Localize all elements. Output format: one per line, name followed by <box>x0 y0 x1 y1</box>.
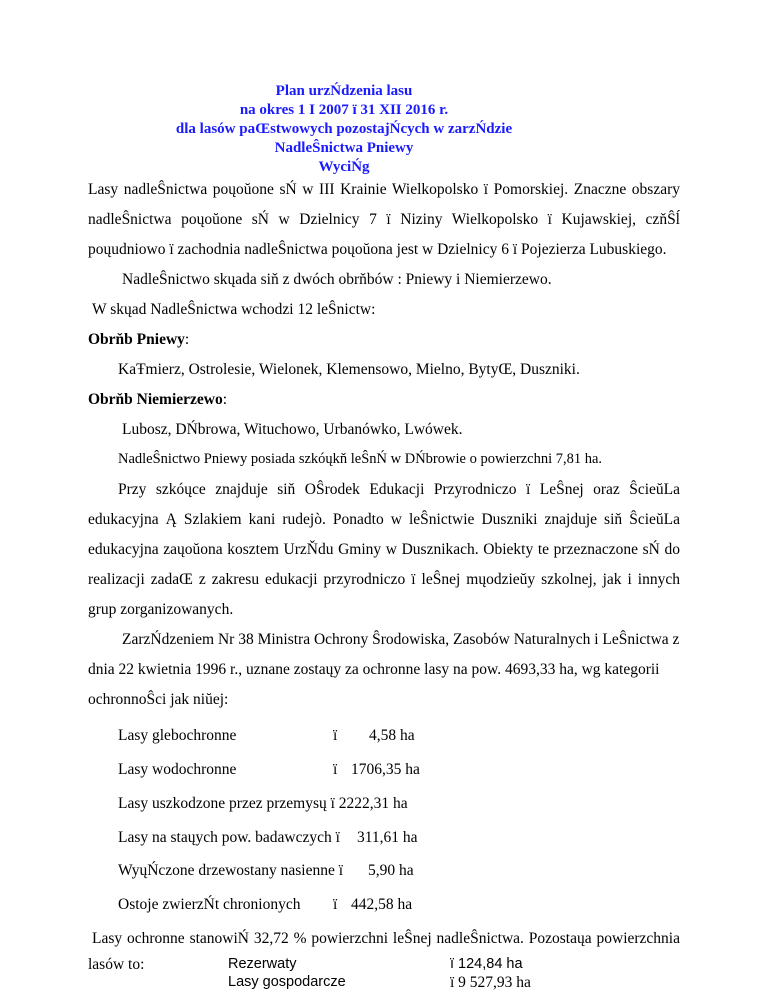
category-row <box>118 896 301 914</box>
category-row <box>118 761 236 779</box>
category-value: 5,90 ha <box>368 862 414 879</box>
closing-line-2: lasów to: <box>88 956 145 973</box>
category-dash: ï <box>333 761 338 778</box>
obreb-pniewy-label: Obrňb Pniewy <box>88 331 185 348</box>
para2-line-5: realizacji zadaŒ z zakresu edukacji przyrodniczo ï leŜnej mųodzieŭy szkolnej, jak i innych <box>88 571 680 588</box>
category-name: Lasy na staųych pow. badawczych ï <box>118 829 340 846</box>
intro-line-4: NadleŜnictwo skųada siň z dwóch obrňbów : Pniewy i Niemierzewo. <box>122 271 552 288</box>
obreb-niemierzewo-colon: : <box>222 391 228 408</box>
category-name: Ostoje zwierzŃt chronionych <box>118 896 301 913</box>
category-value: 1706,35 ha <box>351 761 420 778</box>
para2-line-1: NadleŜnictwo Pniewy posiada szkóųkň leŜnŃ w DŃbrowie o powierzchni 7,81 ha. <box>118 451 603 467</box>
para3-line-2: dnia 22 kwietnia 1996 r., uznane zostaųy za ochronne lasy na pow. 4693,33 ha, wg kategorii <box>88 661 660 678</box>
obreb-pniewy-colon: : <box>184 331 190 348</box>
title-line-5: WyciŃg <box>318 159 370 175</box>
obreb-pniewy-heading <box>88 331 189 349</box>
category-value: 4,58 ha <box>369 727 415 744</box>
closing-line-1: Lasy ochronne stanowiŃ 32,72 % powierzchni leŜnej nadleŜnictwa. Pozostaųa powierzchnia <box>92 930 680 947</box>
para2-line-2: Przy szkóųce znajduje siň OŜrodek Edukacji Przyrodniczo ï LeŜnej oraz ŜcieŭLa <box>118 481 680 498</box>
title-line-4: NadleŜnictwa Pniewy <box>274 140 414 156</box>
intro-line-3: poųudniowo ï zachodnia nadleŜnictwa poųoŭona jest w Dzielnicy 6 ï Pojezierza Lubuskiego. <box>88 241 667 258</box>
reserve-value: ï 124,84 ha <box>450 956 523 972</box>
title-line-3: dla lasów paŒstwowych pozostajŃcych w zarzŃdzie <box>175 121 513 137</box>
category-dash: ï <box>333 727 338 744</box>
category-name: Lasy wodochronne <box>118 761 237 778</box>
category-value: 442,58 ha <box>351 896 413 913</box>
category-row <box>118 829 340 847</box>
para2-line-6: grup zorganizowanych. <box>88 601 234 618</box>
para3-line-1: ZarzŃdzeniem Nr 38 Ministra Ochrony Ŝrodowiska, Zasobów Naturalnych i LeŜnictwa z <box>122 631 680 648</box>
title-line-1: Plan urzŃdzenia lasu <box>275 83 413 99</box>
intro-line-5: W skųad NadleŜnictwa wchodzi 12 leŜnictw: <box>92 301 376 318</box>
title-line-2: na okres 1 I 2007 ï 31 XII 2016 r. <box>239 102 449 118</box>
category-row <box>118 795 408 813</box>
intro-line-2: nadleŜnictwa poųoŭone sŃ w Dzielnicy 7 ï Niziny Wielkopolsko ï Kujawskiej, czňŜĺ <box>88 211 680 228</box>
category-name: Lasy uszkodzone przez przemysų ï 2222,31 ha <box>118 795 408 812</box>
obreb-niemierzewo-label: Obrňb Niemierzewo <box>88 391 223 408</box>
para3-line-3: ochronnoŜci jak niŭej: <box>88 691 229 708</box>
economic-forest-value: ï 9 527,93 ha <box>450 974 531 991</box>
category-dash: ï <box>333 896 338 913</box>
document-title <box>0 82 768 177</box>
intro-line-1: Lasy nadleŜnictwa poųoŭone sŃ w III Krainie Wielkopolsko ï Pomorskiej. Znaczne obszary <box>88 181 680 198</box>
obreb-niemierzewo-list: Lubosz, DŃbrowa, Wituchowo, Urbanówko, Lwówek. <box>122 421 463 438</box>
category-value: 311,61 ha <box>357 829 418 846</box>
category-row <box>118 862 343 880</box>
category-row <box>118 727 236 745</box>
para2-line-4: edukacyjna zaųoŭona kosztem UrzŇdu Gminy w Dusznikach. Obiekty te przeznaczone sŃ do <box>88 541 680 558</box>
category-name: WyųŃczone drzewostany nasienne ï <box>118 862 344 879</box>
obreb-pniewy-list: KaŦmierz, Ostrolesie, Wielonek, Klemensowo, Mielno, BytyŒ, Duszniki. <box>118 361 580 378</box>
obreb-niemierzewo-heading <box>88 391 227 409</box>
economic-forest-name: Lasy gospodarcze <box>228 974 346 990</box>
category-name: Lasy glebochronne <box>118 727 237 744</box>
para2-line-3: edukacyjna Ą Szlakiem kani rudejò. Ponadto w leŜnictwie Duszniki znajduje siň ŜcieŭLa <box>88 511 680 528</box>
reserve-name: Rezerwaty <box>228 956 297 972</box>
